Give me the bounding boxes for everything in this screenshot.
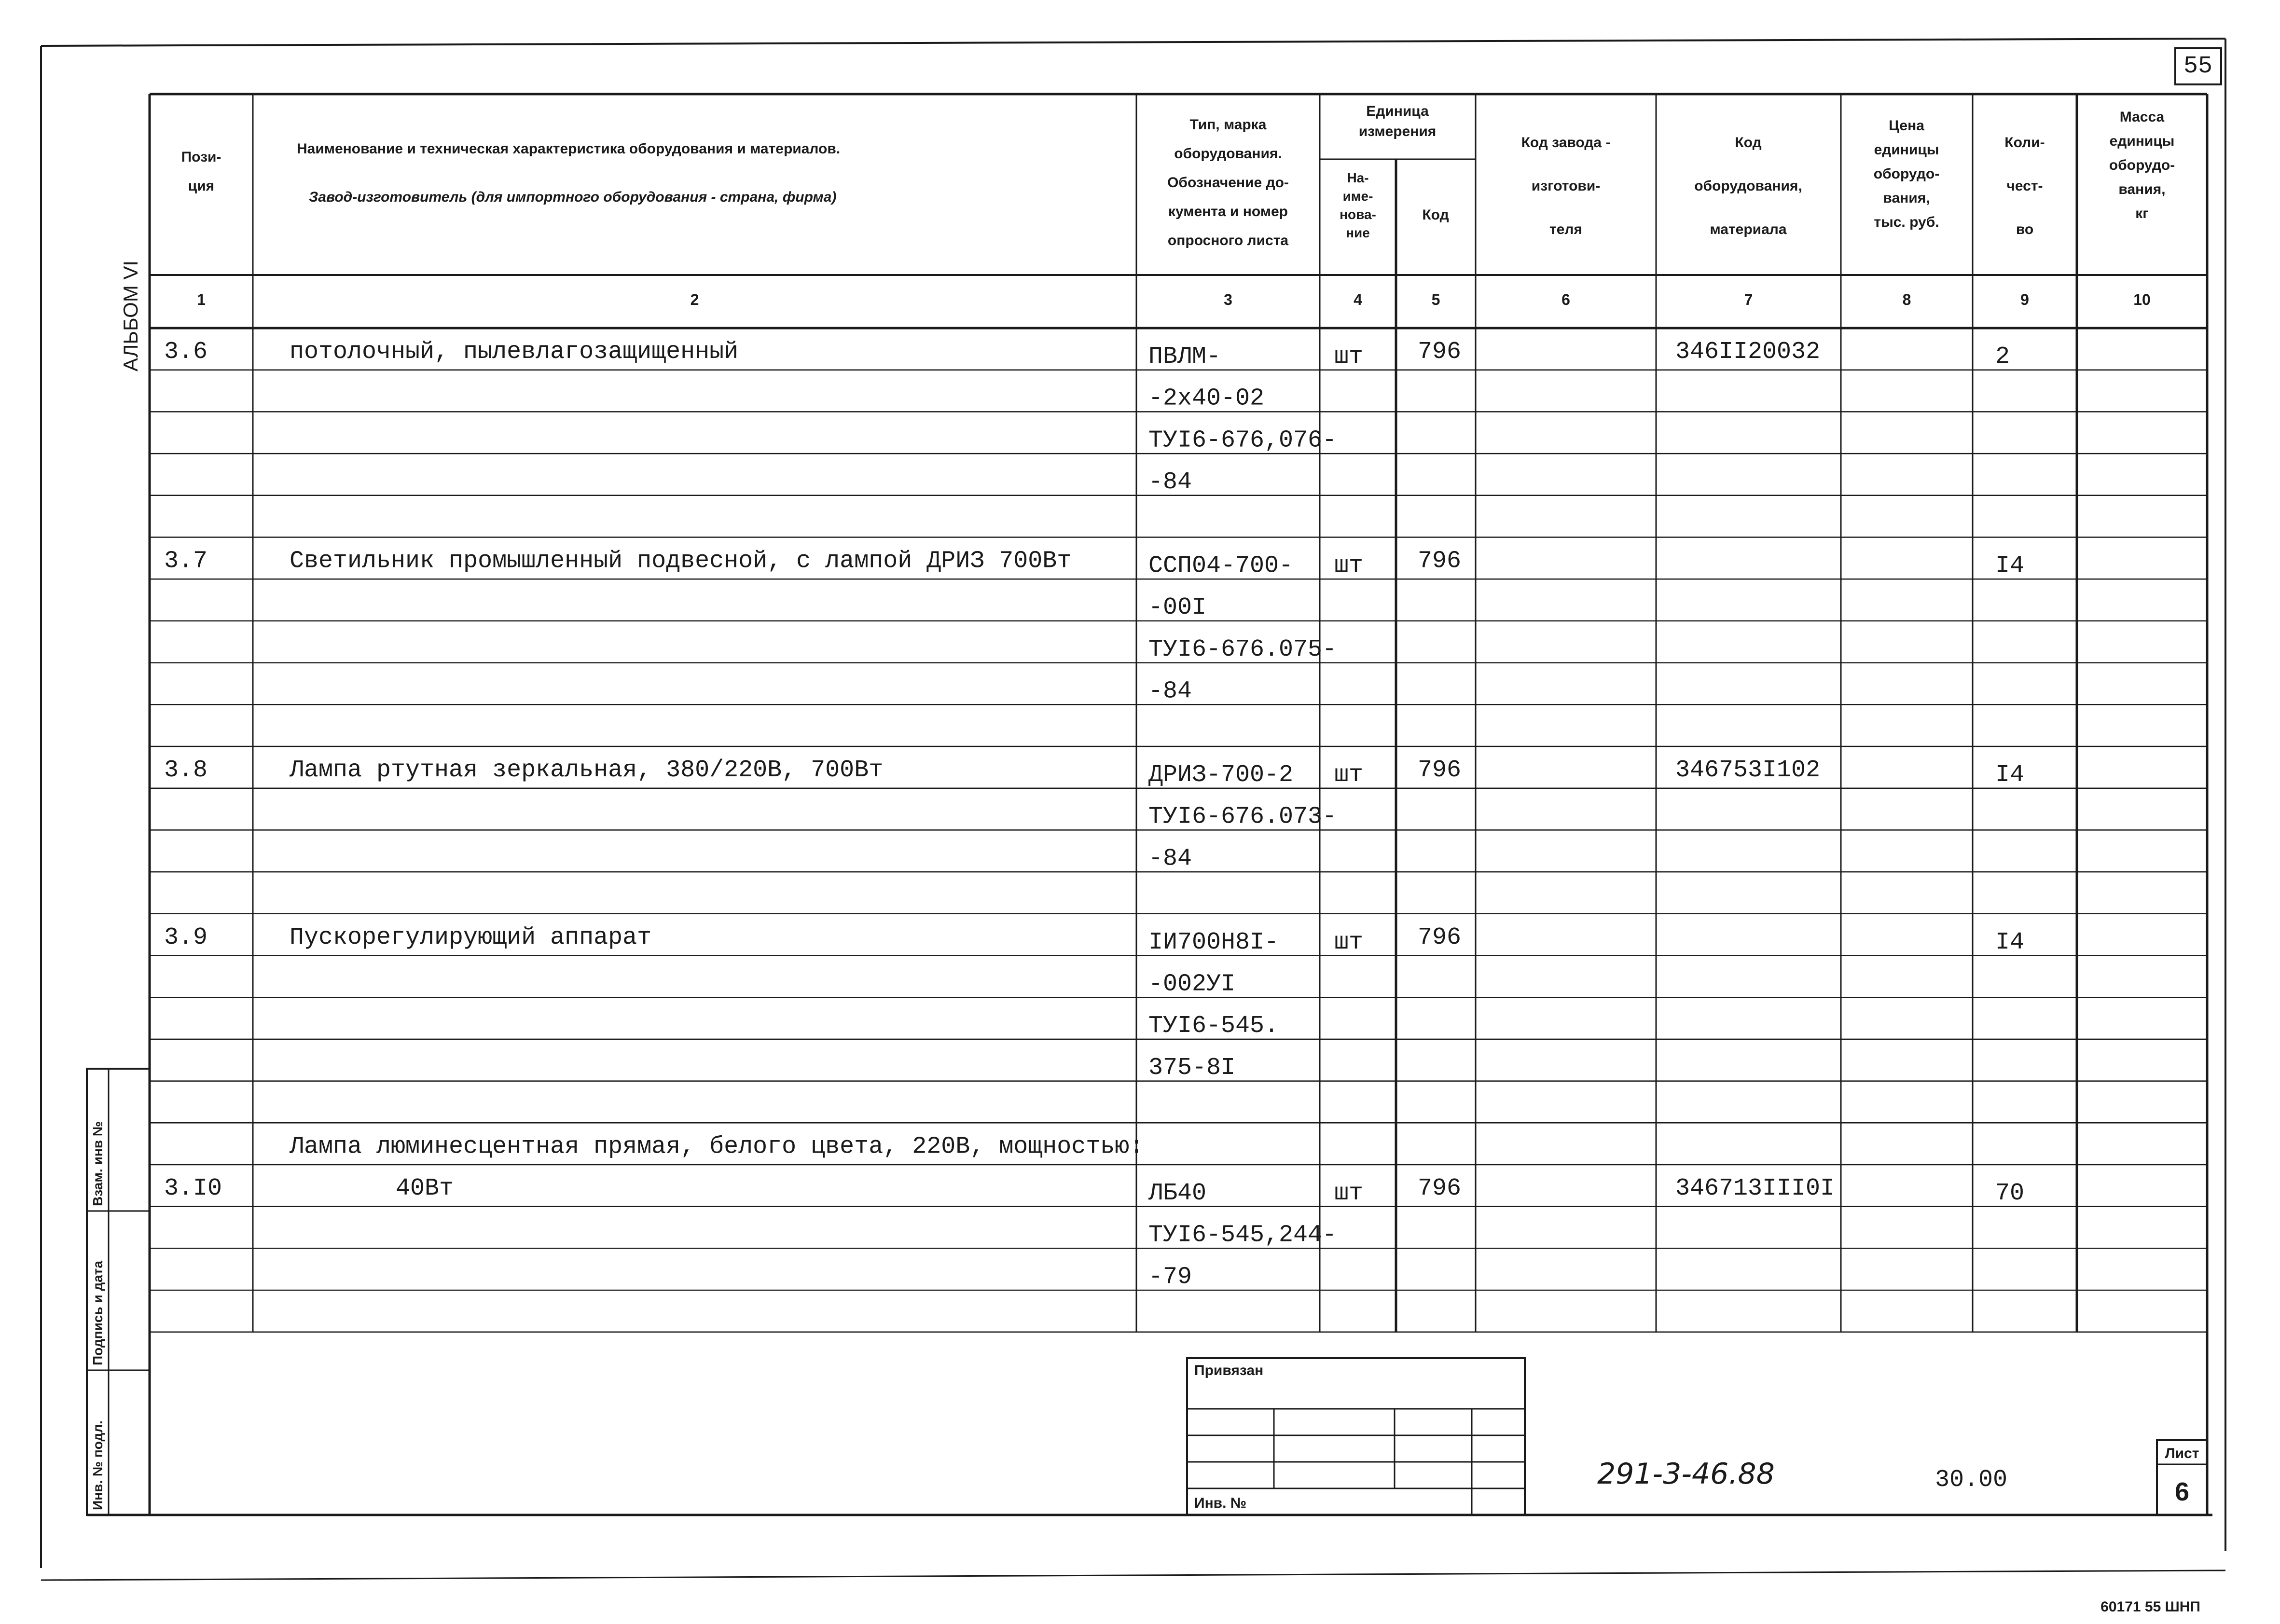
sheet-label: Лист (2165, 1445, 2199, 1461)
header-type: кумента и номер (1168, 204, 1288, 220)
page-number: 55 (2183, 53, 2213, 80)
header-type: оборудования. (1174, 146, 1282, 162)
column-number: 6 (1561, 291, 1570, 308)
row-unit-code: 796 (1418, 338, 1462, 366)
stamp-inv-label: Инв. № подл. (90, 1420, 105, 1510)
row-type: ПВЛМ- (1148, 343, 1221, 371)
header-price: тыс. руб. (1874, 214, 1939, 230)
row-equipment-code: 346753I102 (1675, 757, 1821, 784)
row-type: -84 (1148, 845, 1192, 873)
row-type: -79 (1148, 1263, 1192, 1291)
header-type: опросного листа (1167, 233, 1289, 248)
header-mass: оборудо- (2109, 157, 2175, 173)
row-name: Пускорегулирующий аппарат (290, 923, 652, 951)
row-unit: шт (1334, 552, 1364, 580)
header-quantity: во (2016, 221, 2034, 237)
header-unit-code: Код (1422, 207, 1449, 223)
row-type: ДРИЗ-700-2 (1148, 761, 1294, 789)
row-quantity: 2 (1995, 343, 2010, 371)
header-quantity: чест- (2006, 178, 2043, 194)
row-position: 3.7 (164, 547, 208, 575)
bound-label: Привязан (1194, 1363, 1264, 1378)
inventory-label: Инв. № (1194, 1495, 1247, 1511)
row-unit-code: 796 (1418, 757, 1462, 784)
row-equipment-code: 346II20032 (1675, 338, 1821, 366)
stamp-replace-label: Взам. инв № (90, 1121, 105, 1206)
header-maker-code: теля (1549, 221, 1582, 237)
row-unit: шт (1334, 928, 1364, 956)
row-type: ТУI6-676,076- (1148, 427, 1337, 454)
row-type: -00I (1148, 594, 1207, 622)
header-unit-name: име- (1342, 189, 1373, 204)
row-unit: шт (1334, 761, 1364, 789)
header-quantity: Коли- (2004, 135, 2045, 151)
header-price: вания, (1883, 190, 1930, 206)
row-type: 375-8I (1148, 1054, 1236, 1082)
row-type: -84 (1148, 468, 1192, 496)
header-unit-group: Единица (1366, 103, 1429, 119)
row-type: -002УI (1148, 970, 1236, 998)
row-name: Лампа ртутная зеркальная, 380/220В, 700Вт (290, 757, 884, 784)
row-unit-code: 796 (1418, 1175, 1462, 1202)
column-number: 5 (1431, 291, 1440, 308)
header-unit-name: нова- (1340, 207, 1376, 222)
row-type: ТУI6-676.073- (1148, 803, 1337, 831)
header-position: ция (188, 178, 215, 194)
row-type: ТУI6-545. (1148, 1012, 1279, 1040)
row-type: ЛБ40 (1148, 1180, 1207, 1207)
row-name: Лампа люминесцентная прямая, белого цвета, 220В, мощностью: (290, 1133, 1144, 1161)
bound-box (1187, 1358, 1525, 1515)
header-price: оборудо- (1873, 166, 1940, 182)
corner-note: 60171 55 ШНП (2100, 1599, 2200, 1615)
header-manufacturer: Завод-изготовитель (для импортного оборудования - страна, фирма) (309, 189, 837, 205)
header-unit-name: На- (1347, 170, 1369, 185)
row-unit-code: 796 (1418, 547, 1462, 575)
header-mass: единицы (2109, 133, 2175, 149)
row-quantity: I4 (1995, 552, 2025, 580)
row-unit-code: 796 (1418, 923, 1462, 951)
row-equipment-code: 346713III0I (1675, 1175, 1835, 1202)
document-number: 291-3-46.88 (1597, 1457, 1775, 1491)
row-type: IИ700Н8I- (1148, 928, 1279, 956)
row-type: -84 (1148, 677, 1192, 705)
stamp-sign-label: Подпись и дата (90, 1261, 105, 1365)
column-number: 8 (1902, 291, 1911, 308)
header-price: Цена (1889, 118, 1924, 134)
column-number: 1 (197, 291, 206, 308)
sheet-code: 30.00 (1935, 1466, 2008, 1494)
column-number: 10 (2133, 291, 2151, 308)
row-unit: шт (1334, 1180, 1364, 1207)
header-name: Наименование и техническая характеристика оборудования и материалов. (297, 141, 841, 157)
row-unit: шт (1334, 343, 1364, 371)
row-name: потолочный, пылевлагозащищенный (290, 338, 739, 366)
header-maker-code: Код завода - (1521, 135, 1611, 151)
header-equipment-code: оборудования, (1694, 178, 1802, 194)
header-equipment-code: Код (1735, 135, 1762, 151)
header-mass: Масса (2119, 109, 2165, 125)
header-unit-name: ние (1346, 225, 1370, 240)
row-quantity: 70 (1995, 1180, 2025, 1207)
column-number: 3 (1224, 291, 1232, 308)
row-position: 3.6 (164, 338, 208, 366)
header-equipment-code: материала (1710, 221, 1787, 237)
header-unit-group: измерения (1358, 124, 1437, 139)
row-position: 3.I0 (164, 1175, 222, 1202)
header-type: Тип, марка (1189, 117, 1267, 133)
row-quantity: I4 (1995, 928, 2025, 956)
row-type: ТУI6-676.075- (1148, 635, 1337, 663)
row-name: 40Вт (396, 1175, 454, 1202)
column-number: 2 (690, 291, 699, 308)
column-number: 4 (1354, 291, 1362, 308)
header-position: Пози- (181, 149, 221, 165)
row-position: 3.9 (164, 923, 208, 951)
row-quantity: I4 (1995, 761, 2025, 789)
header-price: единицы (1874, 142, 1939, 158)
album-label: АЛЬБОМ VI (119, 260, 142, 372)
column-number: 7 (1744, 291, 1753, 308)
row-type: -2х40-02 (1148, 385, 1265, 413)
sheet-number: 6 (2174, 1477, 2190, 1506)
row-type: ССП04-700- (1148, 552, 1294, 580)
row-position: 3.8 (164, 757, 208, 784)
header-maker-code: изготови- (1531, 178, 1601, 194)
header-mass: вания, (2118, 181, 2166, 197)
outer-frame-bottom (41, 1570, 2225, 1580)
row-name: Светильник промышленный подвесной, с лампой ДРИЗ 700Вт (290, 547, 1072, 575)
outer-frame-top (41, 39, 2225, 46)
row-type: ТУI6-545,244- (1148, 1221, 1337, 1249)
column-number: 9 (2020, 291, 2029, 308)
header-type: Обозначение до- (1167, 175, 1289, 191)
header-mass: кг (2135, 206, 2149, 221)
